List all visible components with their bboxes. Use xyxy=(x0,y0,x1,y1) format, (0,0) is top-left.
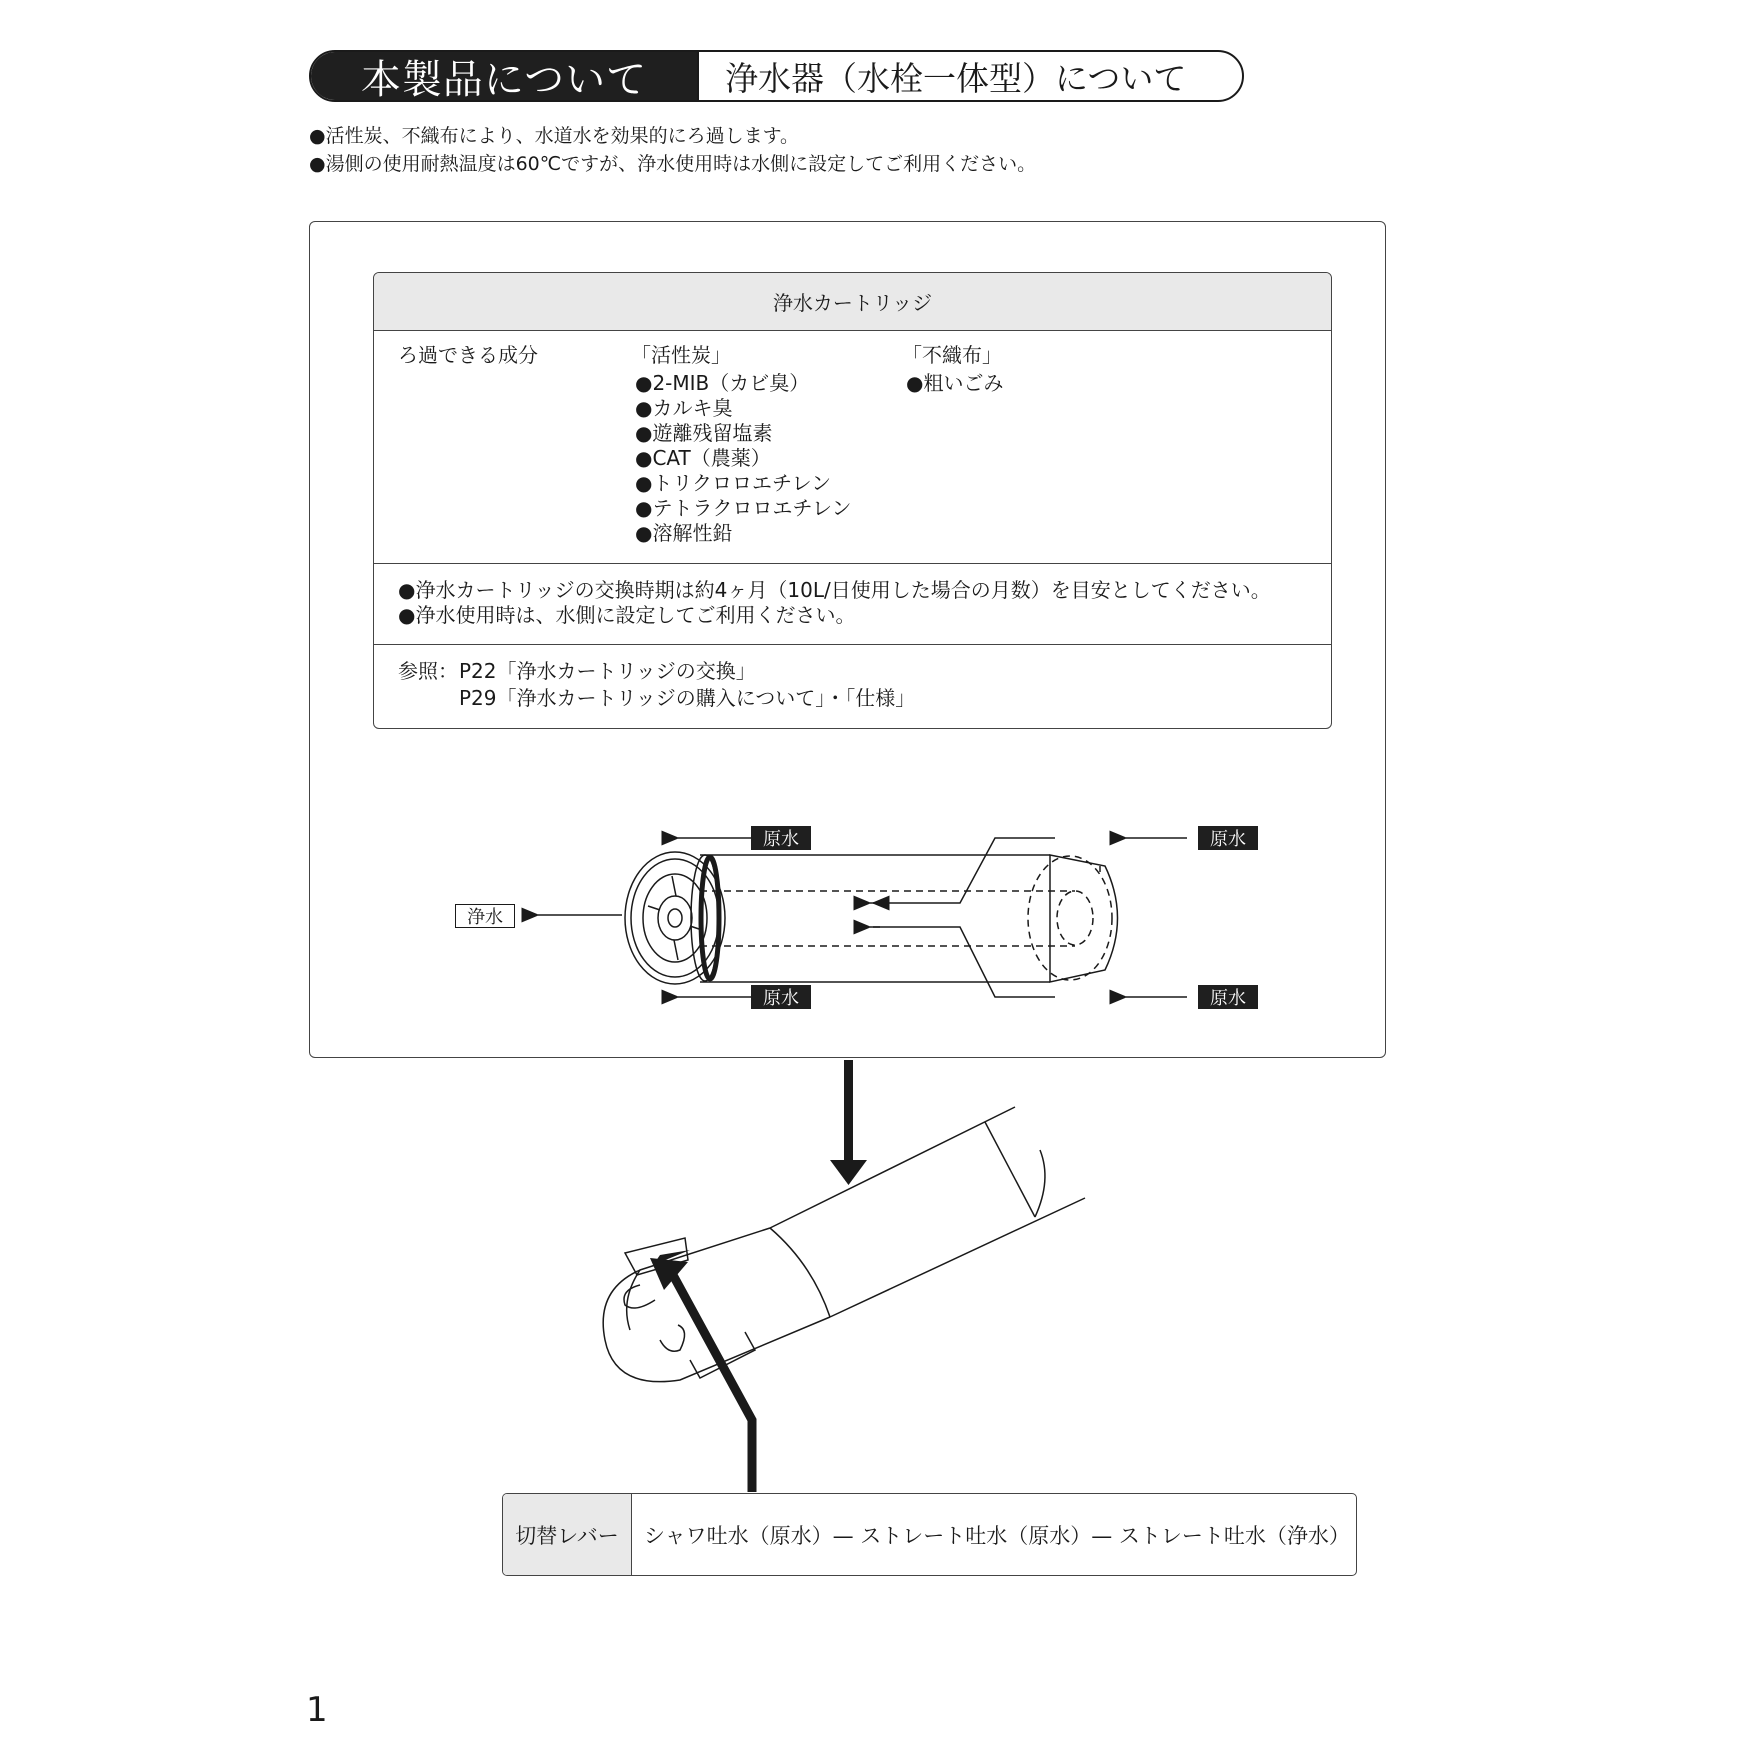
carbon-heading: 「活性炭」 xyxy=(631,343,731,367)
list-item: ●テトラクロロエチレン xyxy=(635,496,852,520)
list-item: ●粗いごみ xyxy=(906,371,1004,395)
cartridge-drawing xyxy=(625,852,1118,984)
lever-table xyxy=(502,1493,1357,1576)
filter-label: ろ過できる成分 xyxy=(398,343,538,367)
purified-water-label: 浄水 xyxy=(455,904,515,928)
reference-line-1: P22「浄水カートリッジの交換」 xyxy=(459,659,756,683)
lever-modes: シャワ吐水（原水）— ストレート吐水（原水）— ストレート吐水（浄水） xyxy=(644,1523,1350,1548)
raw-water-label: 原水 xyxy=(751,985,811,1009)
list-item: ●トリクロロエチレン xyxy=(635,471,832,495)
reference-line-2: P29「浄水カートリッジの購入について」・「仕様」 xyxy=(459,686,916,710)
table-title: 浄水カートリッジ xyxy=(374,273,1331,331)
raw-water-label: 原水 xyxy=(1198,826,1258,850)
big-arrows xyxy=(650,1060,867,1492)
note-line-1: ●浄水カートリッジの交換時期は約4ヶ月（10L/日使用した場合の月数）を目安としてください。 xyxy=(398,578,1271,602)
list-item: ●溶解性鉛 xyxy=(635,521,733,545)
list-item: ●カルキ臭 xyxy=(635,396,733,420)
raw-water-label: 原水 xyxy=(1198,985,1258,1009)
list-item: ●CAT（農薬） xyxy=(635,446,771,470)
nonwoven-heading: 「不織布」 xyxy=(902,343,1002,367)
list-item: ●遊離残留塩素 xyxy=(635,421,773,445)
intro-line-1: ●活性炭、不織布により、水道水を効果的にろ過します。 xyxy=(309,125,800,147)
reference-label: 参照： xyxy=(398,659,458,683)
note-line-2: ●浄水使用時は、水側に設定してご利用ください。 xyxy=(398,603,856,627)
lever-label: 切替レバー xyxy=(503,1494,632,1575)
list-item: ●2-MIB（カビ臭） xyxy=(635,371,810,395)
intro-line-2: ●湯側の使用耐熱温度は60℃ですが、浄水使用時は水側に設定してご利用ください。 xyxy=(309,153,1037,175)
raw-water-label: 原水 xyxy=(751,826,811,850)
section-title: 本製品について xyxy=(311,52,699,100)
page-title: 浄水器（水栓一体型）について xyxy=(725,58,1187,98)
page-number: 1 xyxy=(306,1690,328,1730)
